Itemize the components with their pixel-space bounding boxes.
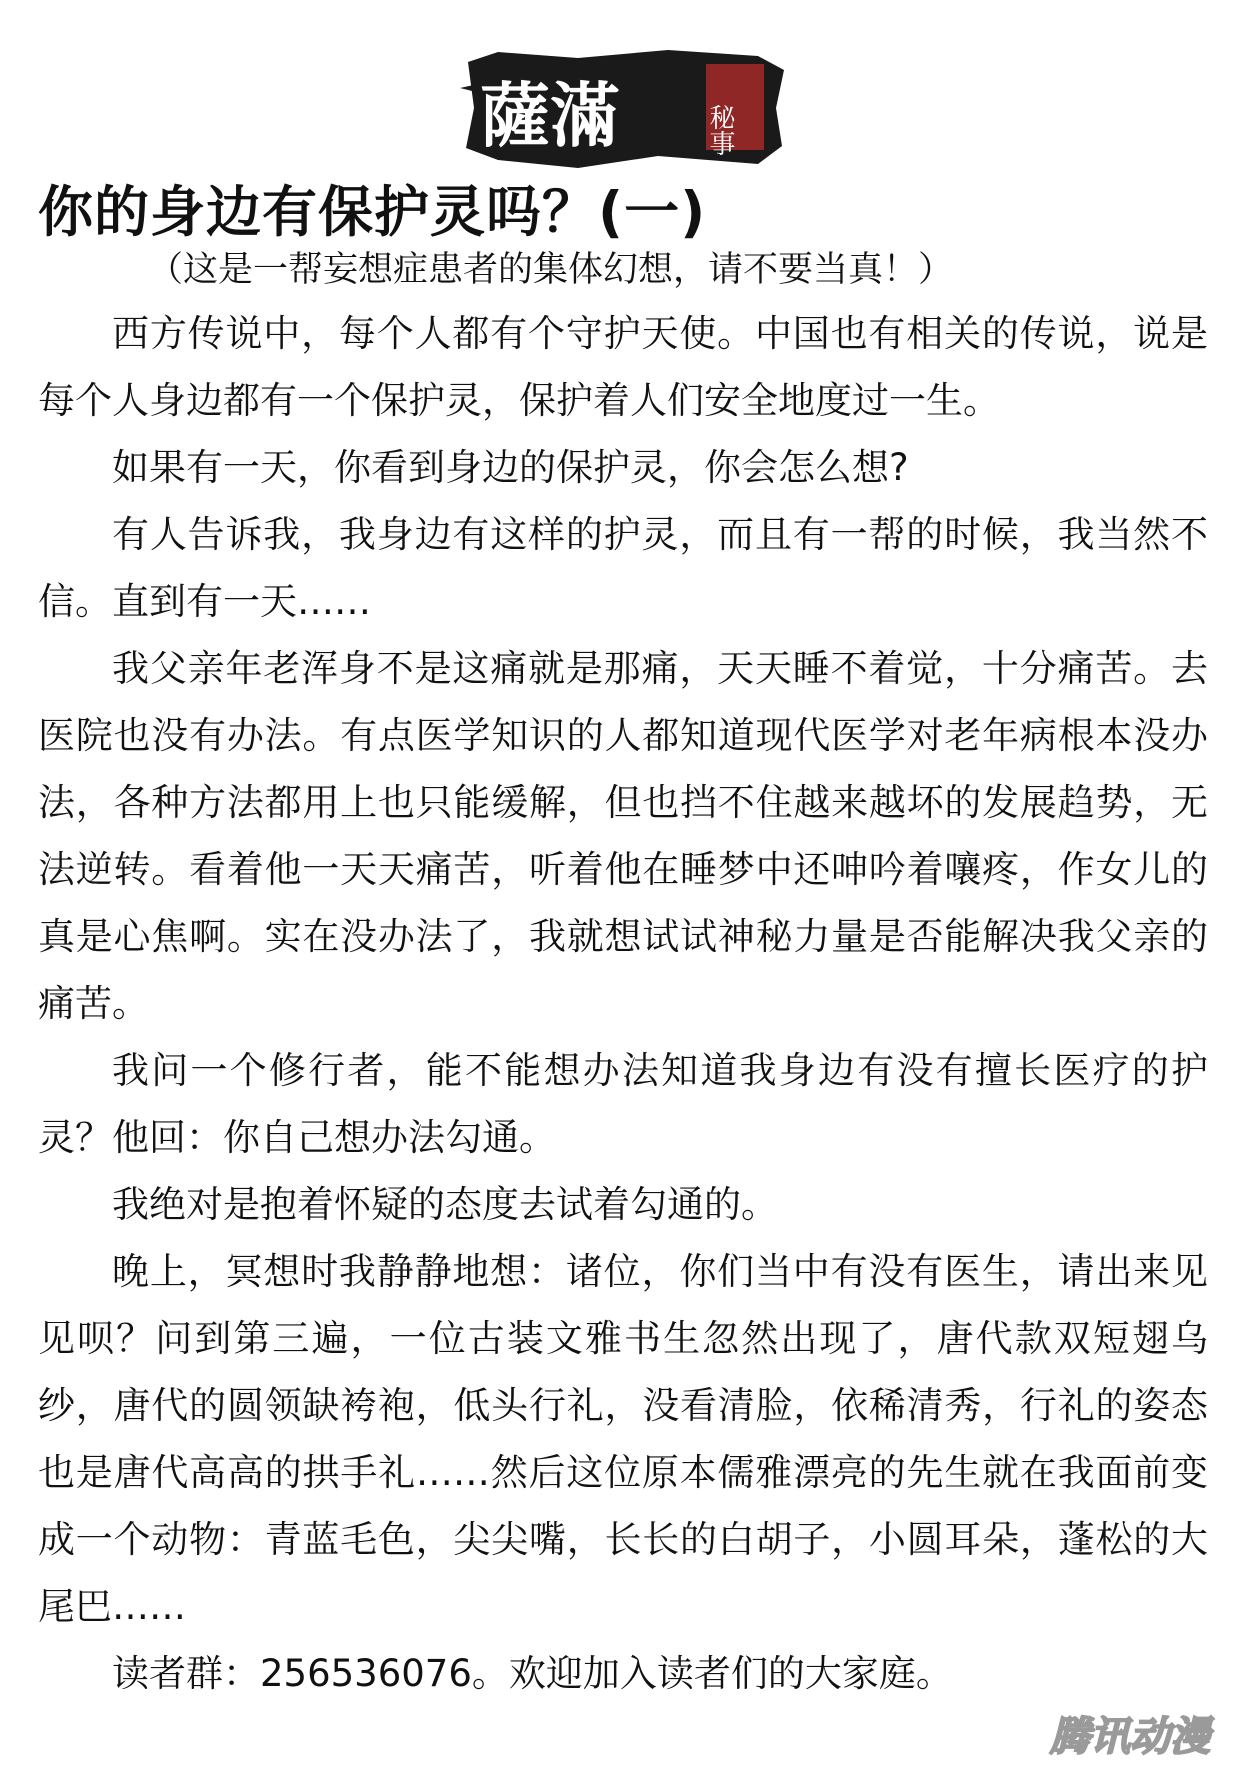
logo-title-text: 薩滿 [480, 74, 620, 157]
paragraph: 有人告诉我，我身边有这样的护灵，而且有一帮的时候，我当然不信。直到有一天…… [38, 513, 1208, 623]
paragraph: 我父亲年老浑身不是这痛就是那痛，天天睡不着觉，十分痛苦。去医院也没有办法。有点医学知识的人都知道现代医学对老年病根本没办法，各种方法都用上也只能缓解，但也挡不住越来越坏的发展趋势，无法逆转。看着他一天天痛苦，听着他在睡梦中还呻吟着嚷疼，作女儿的真是心焦啊。实在没办法了，我就想试试神秘力量是否能解决我父亲的痛苦。 [38, 647, 1208, 1025]
article-body [38, 300, 1208, 1707]
paragraph: 西方传说中，每个人都有个守护天使。中国也有相关的传说，说是每个人身边都有一个保护灵，保护着人们安全地度过一生。 [38, 312, 1208, 422]
watermark-text: 腾讯动漫 [1050, 1714, 1210, 1760]
watermark [1046, 1708, 1242, 1760]
title-logo [458, 48, 788, 172]
reader-group-note: 读者群：256536076。欢迎加入读者们的大家庭。 [112, 1652, 953, 1695]
ink-brush-logo [458, 48, 788, 172]
page-subtitle: （这是一帮妄想症患者的集体幻想，请不要当真！） [148, 250, 954, 290]
paragraph: 我问一个修行者，能不能想办法知道我身边有没有擅长医疗的护灵？他回：你自己想办法勾通。 [38, 1049, 1208, 1159]
paragraph: 我绝对是抱着怀疑的态度去试着勾通的。 [112, 1183, 778, 1226]
paragraph: 晚上，冥想时我静静地想：诸位，你们当中有没有医生，请出来见见呗？问到第三遍，一位古装文雅书生忽然出现了，唐代款双短翅乌纱，唐代的圆领缺袴袍，低头行礼，没看清脸，依稀清秀，行礼的姿态也是唐代高高的拱手礼……然后这位原本儒雅漂亮的先生就在我面前变成一个动物：青蓝毛色，尖尖嘴，长长的白胡子，小圆耳朵，蓬松的大尾巴…… [38, 1250, 1208, 1628]
logo-seal-text: 秘事 [705, 104, 735, 156]
page-title: 你的身边有保护灵吗？(一) [38, 180, 707, 244]
paragraph: 如果有一天，你看到身边的保护灵，你会怎么想? [112, 446, 909, 489]
watermark-logo [1046, 1708, 1242, 1760]
